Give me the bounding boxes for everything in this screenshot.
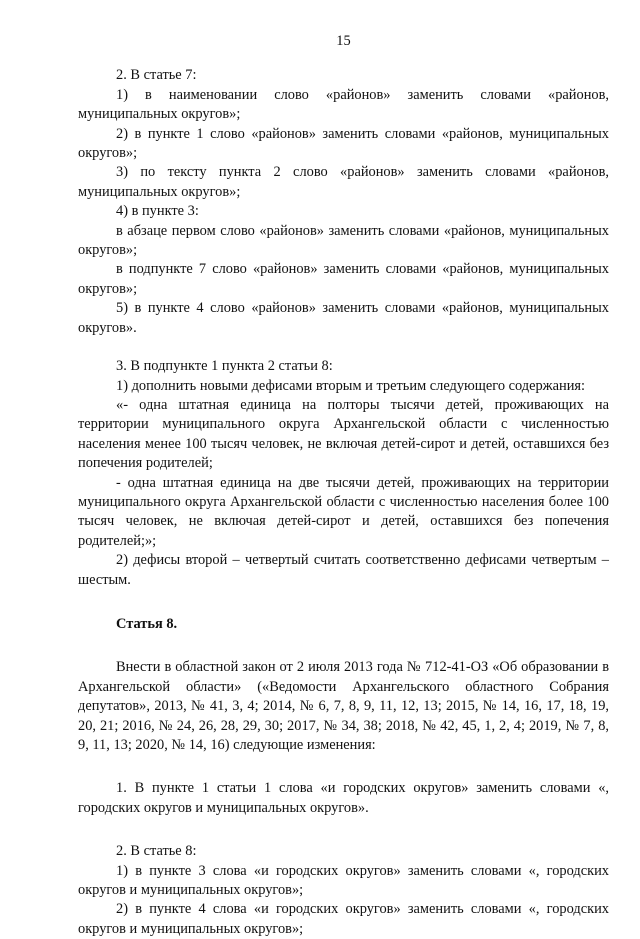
amendments-article-8 xyxy=(78,357,609,590)
document-page xyxy=(78,32,609,939)
paragraph: 3) по тексту пункта 2 слово «районов» заменить словами «районов, муниципальных округов»; xyxy=(78,164,609,200)
paragraph: 4) в пункте 3: xyxy=(116,203,199,220)
paragraph: 1) дополнить новыми дефисами вторым и третьим следующего содержания: xyxy=(116,377,586,394)
paragraph: 2) в пункте 4 слова «и городских округов» заменить словами «, городских округов и муниципальных округов»; xyxy=(78,901,609,937)
article-intro: Внести в областной закон от 2 июля 2013 года № 712-41-ОЗ «Об образовании в Архангельской области» («Ведомости Архангельского областного Собрания депутатов», 2013, № 41, 3, 4; 2014, № 6, 7, 8, 9, 11, 12, 13; 2015, № 14, 16, 17, 18, 19, 20, 21; 2016, № 24, 26, 28, 29, 30; 2017, № 34, 38; 2018, № 42, 45, 1, 2, 4; 2019, № 7, 8, 9, 11, 13; 2020, № 14, 16) следующие изменения: xyxy=(78,659,609,753)
article-item-1: 1. В пункте 1 статьи 1 слова «и городских округов» заменить словами «, городских округов и муниципальных округов». xyxy=(78,780,609,816)
paragraph: 3. В подпункте 1 пункта 2 статьи 8: xyxy=(116,358,333,375)
page-number: 15 xyxy=(336,33,351,49)
paragraph: 1) в наименовании слово «районов» заменить словами «районов, муниципальных округов»; xyxy=(78,86,609,123)
paragraph: в подпункте 7 слово «районов» заменить словами «районов, муниципальных округов»; xyxy=(78,261,609,297)
paragraph: - одна штатная единица на две тысячи детей, проживающих на территории муниципального округа Архангельской области с численностью населения более 100 тысяч человек, не включая детей-сирот и детей, оставшихся без попечения родителей;»; xyxy=(78,474,609,549)
article-item-2 xyxy=(78,842,609,939)
paragraph: 1) в пункте 3 слова «и городских округов» заменить словами «, городских округов и муниципальных округов»; xyxy=(78,862,609,899)
paragraph: 2) дефисы второй – четвертый считать соответственно дефисами четвертым – шестым. xyxy=(78,552,609,588)
paragraph: в абзаце первом слово «районов» заменить словами «районов, муниципальных округов»; xyxy=(78,222,609,259)
paragraph: 2. В статье 8: xyxy=(116,843,197,860)
amendments-article-7 xyxy=(78,66,609,338)
article-heading: Статья 8. xyxy=(116,615,178,632)
paragraph: 2. В статье 7: xyxy=(116,67,197,84)
paragraph: 2) в пункте 1 слово «районов» заменить словами «районов, муниципальных округов»; xyxy=(78,125,609,162)
paragraph: «- одна штатная единица на полторы тысячи детей, проживающих на территории муниципального округа Архангельской области с численностью населения менее 100 тысяч человек, не включая детей-сирот и детей, оставшихся без попечения родителей; xyxy=(78,396,609,472)
paragraph: 5) в пункте 4 слово «районов» заменить словами «районов, муниципальных округов». xyxy=(78,300,609,336)
